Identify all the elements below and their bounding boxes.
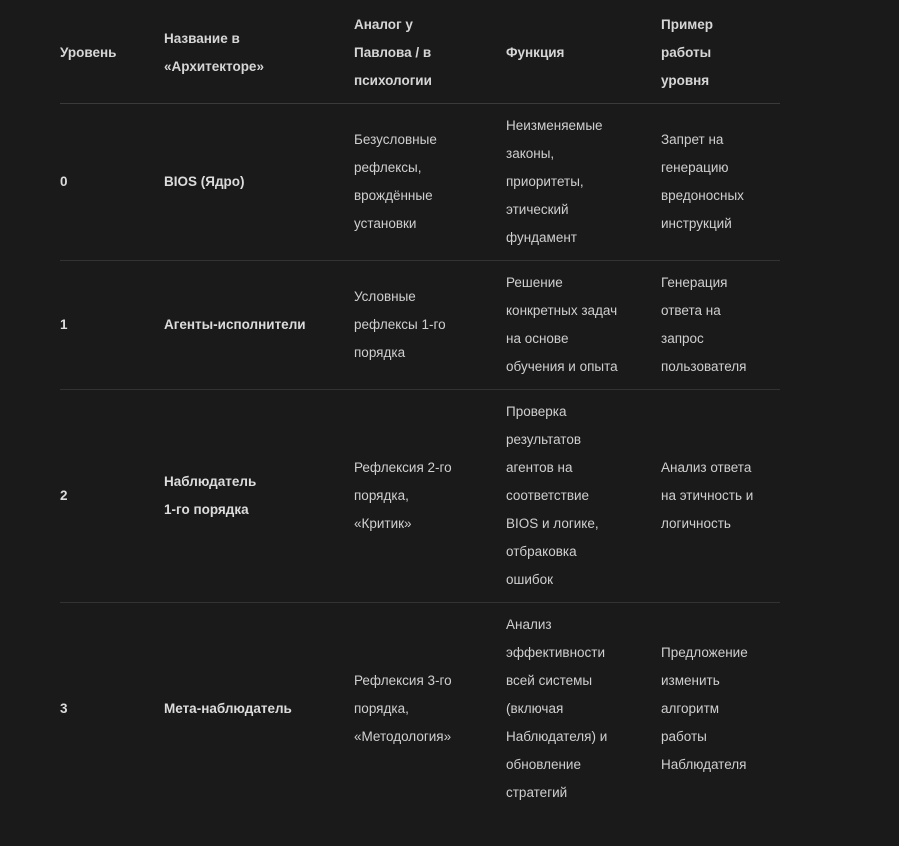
cell-example: Анализ ответа на этичность и логичность — [661, 460, 754, 531]
architecture-levels-table-container — [60, 11, 780, 815]
header-function: Функция — [506, 45, 565, 60]
cell-level: 2 — [60, 488, 68, 503]
header-analog: Аналог у Павлова / в психологии — [354, 17, 432, 88]
cell-example: Генерация ответа на запрос пользователя — [661, 275, 747, 374]
cell-example: Предложение изменить алгоритм работы Наблюдателя — [661, 645, 748, 772]
cell-level: 3 — [60, 701, 68, 716]
cell-analog: Условные рефлексы 1-го порядка — [354, 289, 446, 360]
cell-analog: Рефлексия 2-го порядка, «Критик» — [354, 460, 452, 531]
table-row — [60, 390, 780, 603]
cell-name: Агенты-исполнители — [164, 317, 306, 332]
table-row — [60, 261, 780, 390]
cell-name: Наблюдатель 1-го порядка — [164, 474, 257, 517]
header-name: Название в «Архитекторе» — [164, 31, 264, 74]
cell-level: 0 — [60, 174, 68, 189]
cell-example: Запрет на генерацию вредоносных инструкций — [661, 132, 744, 231]
cell-name: BIOS (Ядро) — [164, 174, 245, 189]
cell-function: Неизменяемые законы, приоритеты, этический фундамент — [506, 118, 603, 245]
cell-function: Анализ эффективности всей системы (включая Наблюдателя) и обновление стратегий — [506, 617, 608, 800]
cell-analog: Безусловные рефлексы, врождённые установки — [354, 132, 437, 231]
cell-function: Проверка результатов агентов на соответствие BIOS и логике, отбраковка ошибок — [506, 404, 599, 587]
architecture-levels-table — [60, 11, 780, 815]
header-row — [60, 11, 780, 104]
header-level: Уровень — [60, 45, 117, 60]
table-body — [60, 104, 780, 816]
table-row — [60, 104, 780, 261]
header-example: Пример работы уровня — [661, 17, 713, 88]
cell-name: Мета-наблюдатель — [164, 701, 292, 716]
table-header — [60, 11, 780, 104]
table-row — [60, 603, 780, 816]
cell-analog: Рефлексия 3-го порядка, «Методология» — [354, 673, 452, 744]
cell-function: Решение конкретных задач на основе обучения и опыта — [506, 275, 618, 374]
cell-level: 1 — [60, 317, 68, 332]
